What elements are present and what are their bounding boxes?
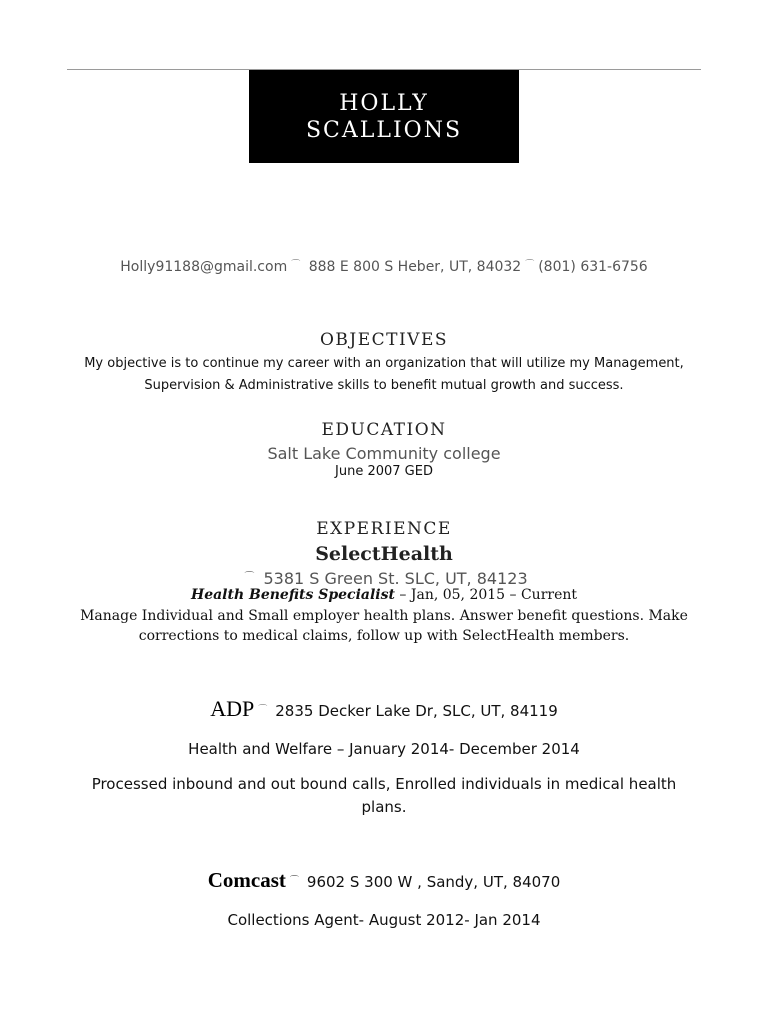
job-title-line: [0, 587, 768, 603]
contact-line: [0, 257, 768, 275]
company-line: [0, 868, 768, 893]
separator-icon: ⌒: [289, 875, 299, 885]
education-detail: June 2007 GED: [335, 464, 433, 479]
job-dates: – Jan, 05, 2015 – Current: [394, 587, 578, 603]
experience-heading: EXPERIENCE: [316, 519, 452, 539]
home-address: 888 E 800 S Heber, UT, 84032: [308, 259, 522, 275]
last-name: SCALLIONS: [305, 117, 463, 143]
first-name: HOLLY: [339, 90, 429, 116]
job-title: Health Benefits Specialist: [190, 587, 395, 603]
separator-icon: ⌒: [525, 260, 535, 270]
name-banner: [249, 70, 519, 163]
school-name: Salt Lake Community college: [267, 444, 501, 463]
objectives-heading: OBJECTIVES: [319, 330, 449, 350]
company-name: SelectHealth: [315, 543, 453, 565]
job-desc-line-2: plans.: [361, 798, 407, 816]
company-address: [0, 568, 768, 588]
company-address: 9602 S 300 W , Sandy, UT, 84070: [306, 873, 561, 891]
company-name: Comcast: [207, 868, 286, 892]
objective-line-1: My objective is to continue my career with an organization that will utilize my Management,: [84, 356, 684, 371]
company-line: [0, 696, 768, 722]
separator-icon: ⌒: [258, 704, 268, 714]
job-title-line: Health and Welfare – January 2014- December 2014: [188, 740, 580, 758]
separator-icon: ⌒: [291, 260, 301, 270]
separator-icon: ⌒: [244, 572, 255, 583]
objective-line-2: Supervision & Administrative skills to benefit mutual growth and success.: [144, 378, 624, 393]
job-title-line: Collections Agent- August 2012- Jan 2014: [227, 911, 541, 929]
job-desc-line-2: corrections to medical claims, follow up with SelectHealth members.: [138, 628, 630, 644]
job-desc-line-1: Processed inbound and out bound calls, Enrolled individuals in medical health: [91, 775, 677, 793]
job-desc-line-1: Manage Individual and Small employer health plans. Answer benefit questions. Make: [80, 608, 688, 624]
company-name: ADP: [210, 696, 255, 721]
email: Holly91188@gmail.com: [120, 259, 288, 275]
company-address: 2835 Decker Lake Dr, SLC, UT, 84119: [275, 702, 558, 720]
phone: (801) 631-6756: [538, 259, 648, 275]
address-text: 5381 S Green St. SLC, UT, 84123: [263, 569, 528, 588]
education-heading: EDUCATION: [321, 420, 447, 440]
